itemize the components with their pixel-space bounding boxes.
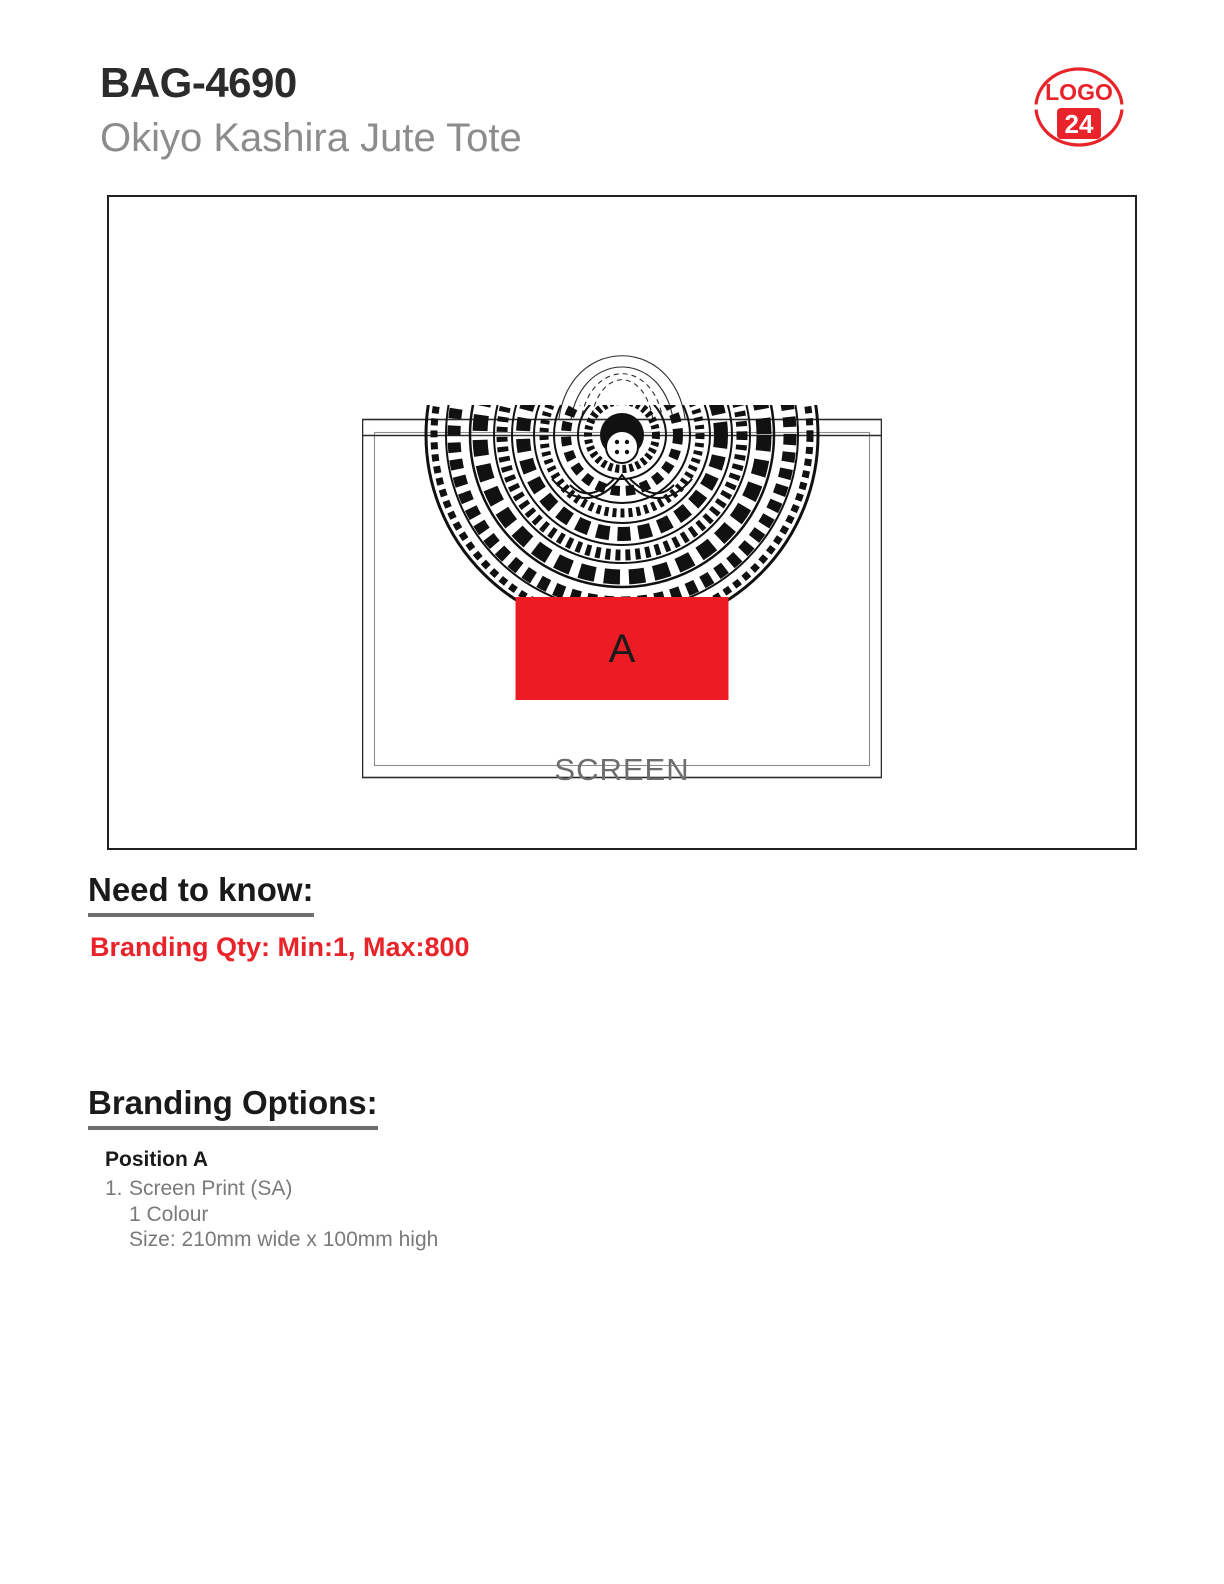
option-method: Screen Print (SA) <box>129 1177 293 1200</box>
position-letter: A <box>608 626 636 671</box>
decoration-method-label: SCREEN <box>554 752 690 787</box>
print-area-a <box>516 597 729 700</box>
svg-text:24: 24 <box>1064 109 1094 139</box>
svg-text:LOGO: LOGO <box>1045 79 1113 105</box>
position-a-title: Position A <box>105 1148 209 1171</box>
page-header <box>100 59 1124 182</box>
product-subtitle: Okiyo Kashira Jute Tote <box>100 116 522 160</box>
artwork-frame <box>107 195 1137 850</box>
need-to-know-heading: Need to know: <box>88 872 314 917</box>
position-a-block <box>105 1148 905 1253</box>
option-number: 1. <box>105 1177 123 1200</box>
option-colours: 1 Colour <box>129 1202 209 1226</box>
option-size: Size: 210mm wide x 100mm high <box>129 1228 439 1252</box>
list-item <box>105 1176 905 1253</box>
branding-qty-text: Branding Qty: Min:1, Max:800 <box>90 932 470 962</box>
logo24-logo <box>1030 66 1128 148</box>
branding-options-heading: Branding Options: <box>88 1085 378 1130</box>
page-title: BAG-4690 <box>100 59 297 106</box>
product-illustration <box>362 227 882 787</box>
